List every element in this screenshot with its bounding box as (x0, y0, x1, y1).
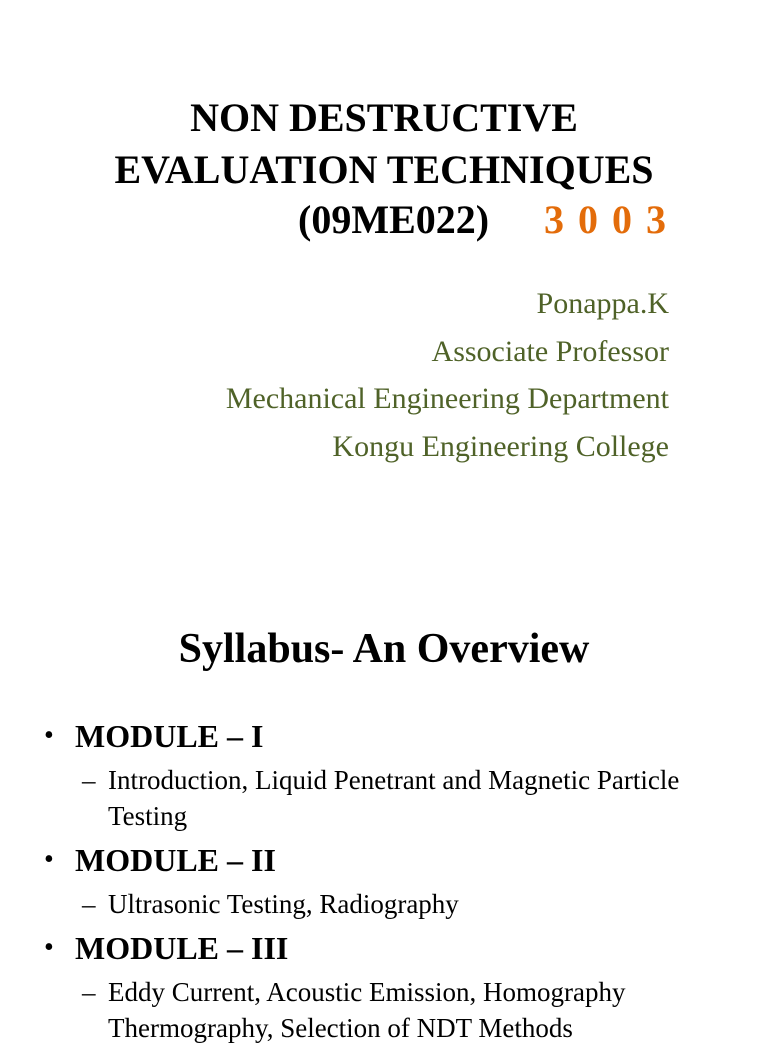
dash-icon: – (82, 977, 96, 1007)
module-item (0, 928, 768, 1046)
bullet-icon: • (44, 720, 54, 751)
module-item (0, 840, 768, 922)
syllabus-heading: Syllabus- An Overview (178, 626, 590, 672)
course-title (0, 92, 768, 196)
author-department: Mechanical Engineering Department (225, 382, 669, 415)
module-detail: Eddy Current, Acoustic Emission, Homography Thermography, Selection of NDT Methods (108, 977, 626, 1043)
course-code-row (0, 198, 768, 242)
author-block (226, 280, 669, 470)
bullet-icon: • (44, 844, 54, 875)
course-title-line-1: NON DESTRUCTIVE (190, 95, 578, 140)
course-credits: 3 0 0 3 (544, 197, 668, 242)
course-code: (09ME022) (298, 197, 490, 242)
syllabus-slide (0, 560, 768, 1043)
module-list (0, 716, 768, 1052)
author-designation: Associate Professor (431, 334, 669, 368)
bullet-icon: • (44, 932, 54, 963)
dash-icon: – (82, 889, 96, 919)
module-item (0, 716, 768, 834)
module-title: MODULE – II (75, 842, 276, 878)
module-detail: Introduction, Liquid Penetrant and Magnetic Particle Testing (108, 765, 680, 831)
author-name: Ponappa.K (536, 287, 669, 320)
author-college: Kongu Engineering College (332, 429, 669, 463)
dash-icon: – (82, 765, 96, 795)
module-title: MODULE – III (75, 930, 289, 966)
module-title: MODULE – I (75, 718, 264, 754)
module-detail: Ultrasonic Testing, Radiography (108, 889, 459, 919)
course-title-line-2: EVALUATION TECHNIQUES (114, 147, 654, 192)
